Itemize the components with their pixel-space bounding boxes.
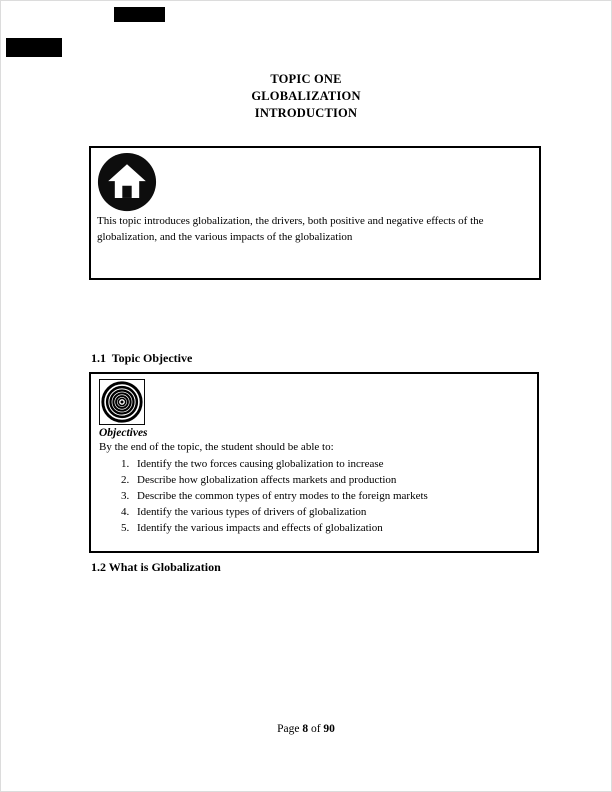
black-mark-left — [6, 38, 62, 57]
objective-item — [121, 456, 529, 472]
footer-page-number: 8 — [302, 723, 309, 735]
objective-number: 2. — [121, 474, 130, 486]
objective-item — [121, 520, 529, 536]
objective-number: 4. — [121, 506, 130, 518]
objectives-label: Objectives — [99, 427, 148, 439]
page-footer — [1, 723, 611, 735]
title-line-2: GLOBALIZATION — [251, 89, 361, 103]
section-heading-1-2: 1.2 What is Globalization — [91, 560, 221, 574]
footer-prefix: Page — [277, 723, 303, 735]
objective-text: Identify the two forces causing globalization to increase — [137, 458, 384, 470]
intro-text: This topic introduces globalization, the drivers, both positive and negative effects of the globalization, and the various impacts of the globalization — [97, 215, 484, 243]
footer-middle: of — [308, 723, 324, 735]
objective-item — [121, 488, 529, 504]
objective-item — [121, 504, 529, 520]
objective-item — [121, 472, 529, 488]
objective-number: 1. — [121, 458, 130, 470]
objectives-list — [121, 456, 529, 536]
objective-text: Identify the various types of drivers of globalization — [137, 506, 367, 518]
objective-number: 5. — [121, 522, 130, 534]
objectives-box — [89, 372, 539, 553]
footer-total-pages: 90 — [323, 723, 335, 735]
objectives-lead: By the end of the topic, the student should be able to: — [99, 441, 334, 453]
black-mark-top — [114, 7, 165, 22]
section-heading-1-1: 1.1 Topic Objective — [91, 351, 193, 365]
title-line-1: TOPIC ONE — [270, 72, 342, 86]
objective-text: Identify the various impacts and effects of globalization — [137, 522, 383, 534]
title-line-3: INTRODUCTION — [254, 106, 358, 120]
objective-text: Describe how globalization affects markets and production — [137, 474, 397, 486]
intro-box — [89, 146, 541, 280]
objective-number: 3. — [121, 490, 130, 502]
target-icon — [99, 379, 145, 425]
objective-text: Describe the common types of entry modes to the foreign markets — [137, 490, 428, 502]
home-icon — [97, 152, 157, 212]
page-title — [1, 71, 611, 122]
